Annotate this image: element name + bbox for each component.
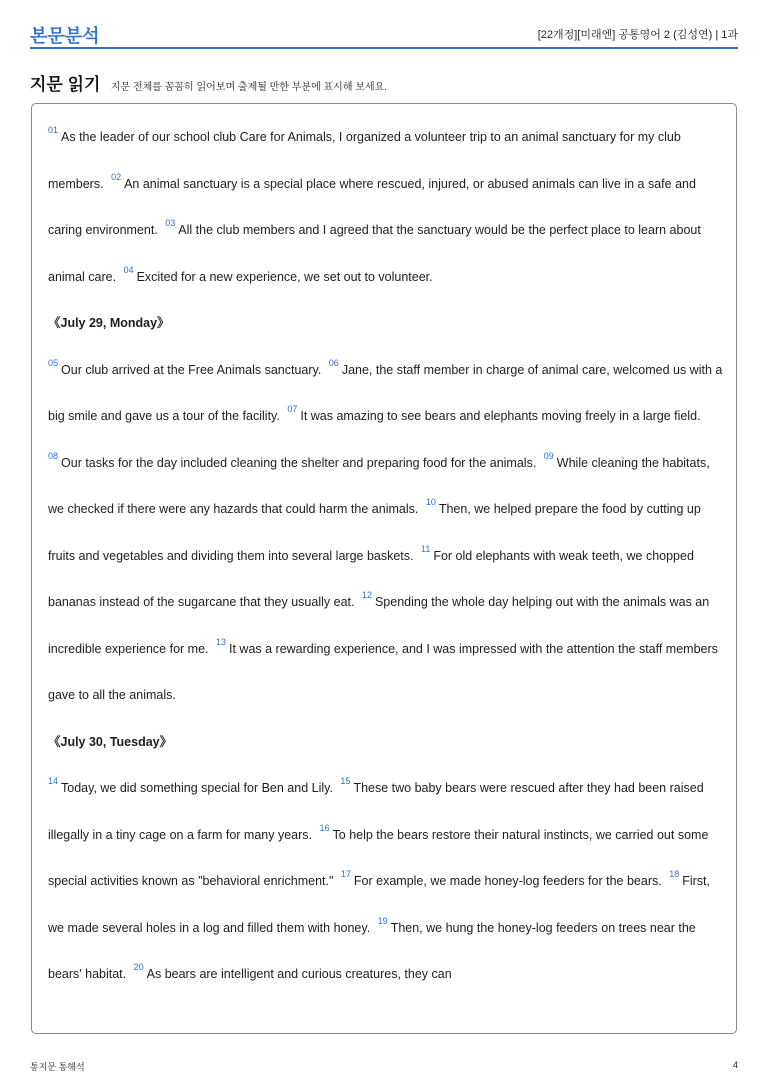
sentence-number: 18	[669, 869, 680, 879]
sentence-text: While cleaning the habitats, we checked if there were any hazards that could harm the animals.	[48, 455, 710, 516]
sentence-text: It was a rewarding experience, and I was impressed with the attention the staff members gave to all the animals.	[48, 641, 718, 702]
paragraph-day1	[48, 347, 728, 719]
sentence-number: 13	[215, 636, 226, 647]
sentence-text: Our tasks for the day included cleaning the shelter and preparing food for the animals.	[61, 455, 537, 470]
sentence-text: Our club arrived at the Free Animals sanctuary.	[61, 362, 322, 377]
sentence-number: 10	[425, 497, 436, 507]
sentence-text: Today, we did something special for Ben and Lily.	[61, 781, 333, 795]
sentence-text: Then, we helped prepare the food by cutting up fruits and vegetables and dividing them into several large baskets.	[48, 502, 701, 563]
paragraph-intro	[48, 114, 728, 300]
sentence-text: To help the bears restore their natural instincts, we carried out some special activities known as "behavioral enrichment."	[48, 827, 709, 888]
date-heading: 《July 29, Monday》	[48, 316, 170, 330]
sentence-text: Then, we hung the honey-log feeders on trees near the bears' habitat.	[48, 920, 696, 981]
sentence-number: 05	[48, 357, 59, 368]
sentence-number: 07	[287, 404, 298, 414]
sentence-number: 04	[123, 264, 134, 275]
sentence-number: 08	[48, 450, 59, 461]
sentence-text: As the leader of our school club Care for Animals, I organized a volunteer trip to an animal sanctuary for my club members.	[48, 130, 681, 191]
sentence-text: An animal sanctuary is a special place where rescued, injured, or abused animals can live in a safe and caring environment.	[48, 176, 696, 237]
page-header	[30, 20, 738, 48]
footer-label: 통지문 통해석	[30, 1062, 85, 1072]
sentence-number: 20	[133, 962, 144, 972]
sentence-number: 16	[319, 822, 330, 833]
sentence-number: 06	[328, 357, 339, 368]
paragraph-day2	[48, 765, 728, 998]
header-rule	[30, 47, 738, 49]
sentence-text: Excited for a new experience, we set out to volunteer.	[136, 269, 433, 284]
sentence-text: All the club members and I agreed that the sanctuary would be the perfect place to learn about animal care.	[48, 223, 701, 284]
sentence-text: For old elephants with weak teeth, we chopped bananas instead of the sugarcane that they usually eat.	[48, 548, 694, 609]
sentence-number: 03	[165, 218, 176, 228]
sentence-text: These two baby bears were rescued after they had been raised illegally in a tiny cage on a farm for many years.	[48, 781, 704, 842]
sentence-number: 15	[340, 776, 351, 786]
sentence-text: As bears are intelligent and curious creatures, they can	[146, 967, 452, 981]
header-meta: [22개정][미래엔] 공통영어 2 (김성연) | 1과	[537, 29, 738, 41]
section-heading	[30, 70, 387, 94]
sentence-number: 01	[48, 125, 59, 135]
sentence-number: 14	[48, 776, 59, 786]
sentence-text: Spending the whole day helping out with the animals was an incredible experience for me.	[48, 595, 710, 656]
passage-content	[48, 114, 728, 998]
sentence-text: Jane, the staff member in charge of animal care, welcomed us with a big smile and gave us a tour of the facility.	[48, 362, 723, 423]
section-instruction: 지문 전체를 꼼꼼히 읽어보며 출제될 만한 부분에 표시해 보세요.	[110, 82, 388, 93]
header-title: 본문분석	[30, 26, 100, 46]
date-heading: 《July 30, Tuesday》	[48, 734, 173, 749]
sentence-number: 09	[543, 450, 554, 461]
sentence-text: First, we made several holes in a log and filled them with honey.	[48, 874, 710, 935]
sentence-number: 11	[420, 543, 431, 554]
page-number: 4	[732, 1060, 738, 1070]
passage-box	[31, 103, 737, 1034]
sentence-text: It was amazing to see bears and elephants moving freely in a large field.	[300, 409, 701, 423]
sentence-text: For example, we made honey-log feeders for the bears.	[353, 874, 662, 888]
sentence-number: 17	[340, 869, 351, 879]
section-title: 지문 읽기	[30, 75, 101, 94]
sentence-number: 19	[377, 915, 388, 926]
sentence-number: 02	[111, 171, 122, 182]
sentence-number: 12	[361, 590, 372, 600]
